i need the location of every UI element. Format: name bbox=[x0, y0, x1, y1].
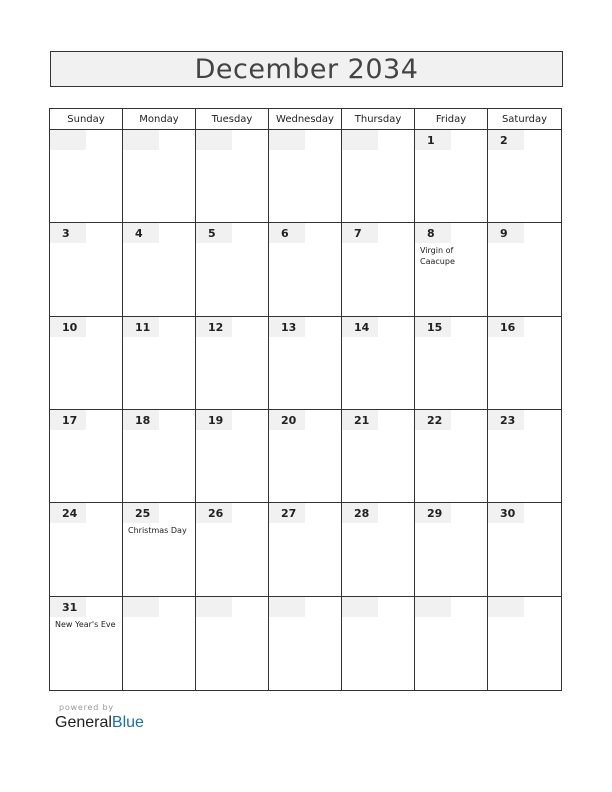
day-cell-7 bbox=[342, 223, 415, 316]
month-title: December 2034 bbox=[194, 53, 419, 85]
empty-day-cell bbox=[50, 130, 123, 223]
date-number: 20 bbox=[281, 414, 297, 427]
day-cell-4 bbox=[123, 223, 196, 316]
date-number: 17 bbox=[62, 414, 78, 427]
day-cell-19 bbox=[196, 410, 269, 503]
weekday-header-friday: Friday bbox=[415, 109, 488, 130]
date-number: 24 bbox=[62, 507, 78, 521]
holiday-label: New Year's Eve bbox=[55, 619, 116, 629]
brand-name bbox=[55, 714, 144, 732]
weekday-header-sunday: Sunday bbox=[50, 109, 123, 130]
day-cell-16 bbox=[488, 317, 561, 410]
weekday-header-wednesday: Wednesday bbox=[269, 109, 342, 130]
date-number: 5 bbox=[208, 227, 216, 241]
date-number: 1 bbox=[427, 134, 435, 147]
date-number: 19 bbox=[208, 414, 224, 427]
weekday-header-saturday: Saturday bbox=[488, 109, 561, 130]
day-cell-20 bbox=[269, 410, 342, 503]
day-cell-31 bbox=[50, 597, 123, 690]
date-number: 30 bbox=[500, 507, 516, 521]
brand-name-general: General bbox=[55, 714, 112, 731]
day-cell-18 bbox=[123, 410, 196, 503]
day-cell-1 bbox=[415, 130, 488, 223]
date-number: 23 bbox=[500, 414, 516, 427]
weekday-header-thursday: Thursday bbox=[342, 109, 415, 130]
date-number: 10 bbox=[62, 320, 78, 334]
empty-day-cell bbox=[123, 130, 196, 223]
empty-day-cell bbox=[342, 597, 415, 690]
empty-day-cell bbox=[196, 597, 269, 690]
day-cell-22 bbox=[415, 410, 488, 503]
empty-day-cell bbox=[269, 597, 342, 690]
calendar-grid bbox=[49, 108, 562, 691]
brand-logo bbox=[55, 703, 144, 732]
date-number: 22 bbox=[427, 414, 443, 427]
date-header-strip bbox=[342, 130, 378, 150]
day-cell-27 bbox=[269, 503, 342, 596]
date-header-strip bbox=[269, 130, 305, 150]
empty-day-cell bbox=[269, 130, 342, 223]
date-number: 16 bbox=[500, 320, 516, 334]
day-cell-2 bbox=[488, 130, 561, 223]
date-header-strip bbox=[50, 130, 86, 150]
day-cell-21 bbox=[342, 410, 415, 503]
empty-day-cell bbox=[415, 597, 488, 690]
empty-day-cell bbox=[123, 597, 196, 690]
date-number: 25 bbox=[135, 507, 151, 521]
empty-day-cell bbox=[342, 130, 415, 223]
holiday-label: Christmas Day bbox=[128, 526, 187, 536]
day-cell-3 bbox=[50, 223, 123, 316]
date-number: 2 bbox=[500, 134, 508, 147]
empty-day-cell bbox=[488, 597, 561, 690]
date-number: 18 bbox=[135, 414, 151, 427]
weekday-header-tuesday: Tuesday bbox=[196, 109, 269, 130]
date-number: 28 bbox=[354, 507, 370, 521]
date-number: 15 bbox=[427, 320, 443, 334]
day-cell-15 bbox=[415, 317, 488, 410]
day-cell-29 bbox=[415, 503, 488, 596]
day-cell-23 bbox=[488, 410, 561, 503]
day-cell-13 bbox=[269, 317, 342, 410]
brand-name-blue: Blue bbox=[111, 714, 144, 731]
date-number: 11 bbox=[135, 320, 151, 334]
day-cell-6 bbox=[269, 223, 342, 316]
date-number: 26 bbox=[208, 507, 224, 521]
day-cell-25 bbox=[123, 503, 196, 596]
empty-day-cell bbox=[196, 130, 269, 223]
date-number: 8 bbox=[427, 227, 435, 241]
day-cell-8 bbox=[415, 223, 488, 316]
date-number: 3 bbox=[62, 227, 70, 241]
date-number: 6 bbox=[281, 227, 289, 241]
day-cell-5 bbox=[196, 223, 269, 316]
date-number: 4 bbox=[135, 227, 143, 241]
day-cell-24 bbox=[50, 503, 123, 596]
date-header-strip bbox=[196, 597, 232, 617]
date-number: 7 bbox=[354, 227, 362, 241]
day-cell-17 bbox=[50, 410, 123, 503]
date-number: 12 bbox=[208, 320, 224, 334]
date-number: 31 bbox=[62, 600, 78, 614]
date-header-strip bbox=[488, 597, 524, 617]
date-number: 21 bbox=[354, 414, 370, 427]
day-cell-9 bbox=[488, 223, 561, 316]
date-number: 9 bbox=[500, 227, 508, 241]
day-cell-28 bbox=[342, 503, 415, 596]
day-cell-12 bbox=[196, 317, 269, 410]
date-number: 13 bbox=[281, 320, 297, 334]
date-number: 27 bbox=[281, 507, 297, 521]
date-header-strip bbox=[196, 130, 232, 150]
weekday-header-monday: Monday bbox=[123, 109, 196, 130]
date-header-strip bbox=[342, 597, 378, 617]
month-title-box bbox=[50, 51, 563, 87]
day-cell-10 bbox=[50, 317, 123, 410]
date-header-strip bbox=[123, 597, 159, 617]
date-header-strip bbox=[123, 130, 159, 150]
date-header-strip bbox=[415, 597, 451, 617]
date-number: 29 bbox=[427, 507, 443, 521]
date-number: 14 bbox=[354, 320, 370, 334]
day-cell-30 bbox=[488, 503, 561, 596]
day-cell-11 bbox=[123, 317, 196, 410]
day-cell-14 bbox=[342, 317, 415, 410]
day-cell-26 bbox=[196, 503, 269, 596]
powered-by-text: powered by bbox=[59, 703, 114, 712]
date-header-strip bbox=[269, 597, 305, 617]
holiday-label: Virgin of Caacupe bbox=[420, 246, 455, 267]
